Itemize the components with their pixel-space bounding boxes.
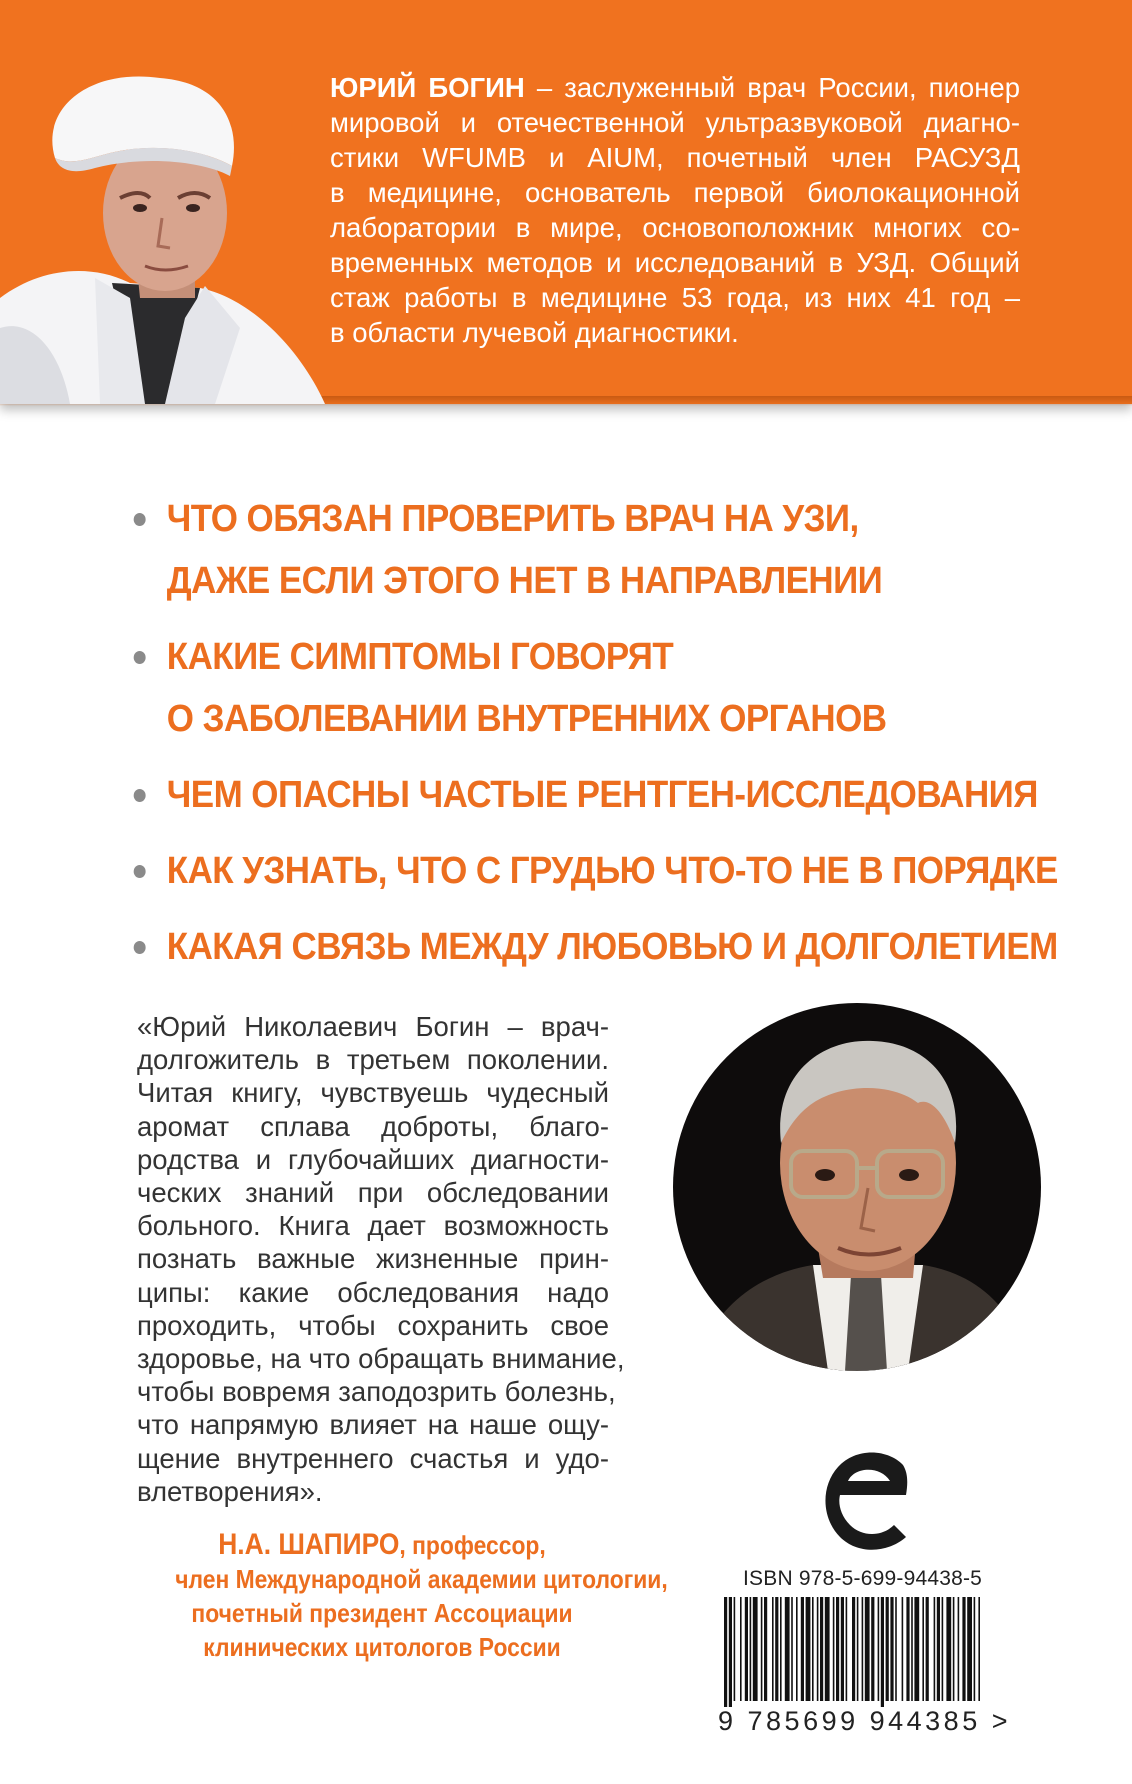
barcode-bar: [724, 1597, 727, 1707]
bio-line: мировой и отечественной ультразвуковой диагно-: [330, 107, 1020, 138]
barcode-bar: [881, 1597, 884, 1707]
reviewer-portrait: [673, 1003, 1041, 1371]
barcode-bar: [836, 1597, 839, 1701]
quote-line: здоровье, на что обращать внимание,: [137, 1343, 625, 1375]
isbn-text: ISBN 978-5-699-94438-5: [743, 1567, 983, 1590]
barcode-bar: [775, 1597, 778, 1701]
quote-line: что напрямую влияет на наше ощу-: [137, 1409, 609, 1441]
barcode-bar: [761, 1597, 763, 1701]
barcode-bar: [958, 1597, 960, 1701]
attribution-line: член Международной академии цитологии,: [175, 1564, 668, 1594]
barcode-bar: [902, 1597, 904, 1701]
barcode-bar: [764, 1597, 767, 1701]
quote-line: родства и глубочайших диагности-: [137, 1143, 609, 1175]
topic-bullet-list: [130, 488, 1058, 992]
author-name: ЮРИЙ БОГИН: [330, 72, 525, 103]
quote-line: ципы: какие обследования надо: [137, 1276, 609, 1308]
barcode-bar: [740, 1597, 742, 1701]
barcode-bar: [865, 1597, 870, 1701]
quote-line: ческих знаний при обследовании: [137, 1177, 609, 1209]
bio-line: стаж работы в медицине 53 года, из них 41 год –: [330, 282, 1020, 313]
quote-line: долгожитель в третьем поколении.: [137, 1044, 609, 1076]
barcode-bar: [895, 1597, 897, 1701]
barcode-bar: [846, 1597, 848, 1701]
barcode-bar: [857, 1597, 859, 1701]
barcode-bar: [974, 1597, 976, 1701]
barcode-bar: [890, 1597, 893, 1701]
barcode-bar: [926, 1597, 929, 1701]
author-elderly-photo: [0, 48, 340, 404]
barcode-bar: [922, 1597, 924, 1701]
barcode-bar: [753, 1597, 758, 1701]
bullet-dot-icon: [134, 651, 146, 664]
barcode-bar: [841, 1597, 844, 1701]
quote-attribution: [147, 1528, 668, 1664]
bullet-dot-icon: [134, 941, 146, 954]
bullet-dot-icon: [134, 865, 146, 878]
attribution-line: клинических цитологов России: [203, 1632, 561, 1662]
barcode-bar: [801, 1597, 804, 1701]
bullet-item: ЧТО ОБЯЗАН ПРОВЕРИТЬ ВРАЧ НА УЗИ, ДАЖЕ ЕСЛИ ЭТОГО НЕТ В НАПРАВЛЕНИИ: [130, 488, 958, 612]
quote-line: больного. Книга дает возможность: [137, 1210, 609, 1242]
quote-line: щение внутреннего счастья и удо-: [137, 1442, 609, 1474]
barcode-bar: [820, 1597, 823, 1701]
barcode-bar: [878, 1597, 880, 1701]
review-quote: [137, 1010, 625, 1508]
barcode-bar: [833, 1597, 835, 1701]
barcode-bar: [729, 1597, 732, 1707]
quote-line: аромат сплава доброты, благо-: [137, 1110, 609, 1142]
barcode-bar: [745, 1597, 748, 1701]
bullet-item: КАКАЯ СВЯЗЬ МЕЖДУ ЛЮБОВЬЮ И ДОЛГОЛЕТИЕМ: [130, 916, 958, 978]
attribution-line: почетный президент Ассоциации: [191, 1598, 573, 1628]
barcode-bar: [852, 1597, 855, 1701]
barcode-digits: 9 785699 944385 >: [718, 1706, 1011, 1736]
bio-line: лаборатории в мире, основоположник многих со-: [330, 212, 1020, 243]
barcode-bar: [906, 1597, 909, 1701]
attribution-name-line: Н.А. ШАПИРО, профессор,: [218, 1528, 546, 1561]
barcode-bar: [862, 1597, 864, 1701]
barcode-bar: [937, 1597, 940, 1701]
barcode-bar: [942, 1597, 944, 1701]
bio-line: в медицине, основатель первой биолокационной: [330, 177, 1020, 208]
bio-line: в области лучевой диагностики.: [330, 317, 739, 348]
barcode-bar: [825, 1597, 830, 1701]
barcode-bar: [780, 1597, 782, 1701]
bullet-item: КАКИЕ СИМПТОМЫ ГОВОРЯТ О ЗАБОЛЕВАНИИ ВНУТРЕННИХ ОРГАНОВ: [130, 626, 958, 750]
quote-line: «Юрий Николаевич Богин – врач-: [137, 1011, 609, 1042]
barcode-bar: [791, 1597, 793, 1701]
bullet-dot-icon: [134, 789, 146, 802]
bio-line: стики WFUMB и AIUM, почетный член РАСУЗД: [330, 142, 1020, 173]
barcode-bar: [806, 1597, 811, 1701]
barcode-bar: [734, 1597, 736, 1701]
barcode-bar: [785, 1597, 790, 1701]
barcode-bar: [886, 1597, 889, 1701]
quote-line: Читая книгу, чувствуешь чудесный: [137, 1077, 609, 1109]
barcode-bar: [796, 1597, 798, 1701]
barcode-bar: [967, 1597, 972, 1701]
barcode-bar: [946, 1597, 951, 1701]
barcode-bar: [911, 1597, 913, 1701]
bullet-dot-icon: [134, 513, 146, 526]
barcode-bar: [978, 1597, 980, 1701]
barcode-bar: [871, 1597, 874, 1701]
quote-line: проходить, чтобы сохранить свое: [137, 1309, 609, 1341]
bio-line: временных методов и исследований в УЗД. Общий: [330, 247, 1020, 278]
quote-line: познать важные жизненные прин-: [137, 1243, 609, 1275]
barcode-bar: [750, 1597, 752, 1701]
barcode-bar: [817, 1597, 819, 1701]
eksmo-logo-icon: [818, 1445, 918, 1555]
barcode-bar: [953, 1597, 955, 1701]
barcode-bar: [772, 1597, 774, 1701]
bullet-item: КАК УЗНАТЬ, ЧТО С ГРУДЬЮ ЧТО-ТО НЕ В ПОРЯДКЕ: [130, 840, 958, 902]
bio-line: ЮРИЙ БОГИН – заслуженный врач России, пионер: [330, 72, 1021, 103]
barcode: [722, 1597, 984, 1707]
bullet-item: ЧЕМ ОПАСНЫ ЧАСТЫЕ РЕНТГЕН-ИССЛЕДОВАНИЯ: [130, 764, 958, 826]
barcode-bar: [962, 1597, 965, 1701]
barcode-bar: [812, 1597, 814, 1701]
barcode-bar: [934, 1597, 936, 1701]
barcode-bar: [914, 1597, 919, 1701]
quote-line: влетворения».: [137, 1475, 323, 1507]
attribution-name: Н.А. ШАПИРО: [218, 1528, 400, 1561]
author-bio: [330, 70, 1020, 350]
quote-line: чтобы вовремя заподозрить болезнь,: [137, 1376, 616, 1408]
